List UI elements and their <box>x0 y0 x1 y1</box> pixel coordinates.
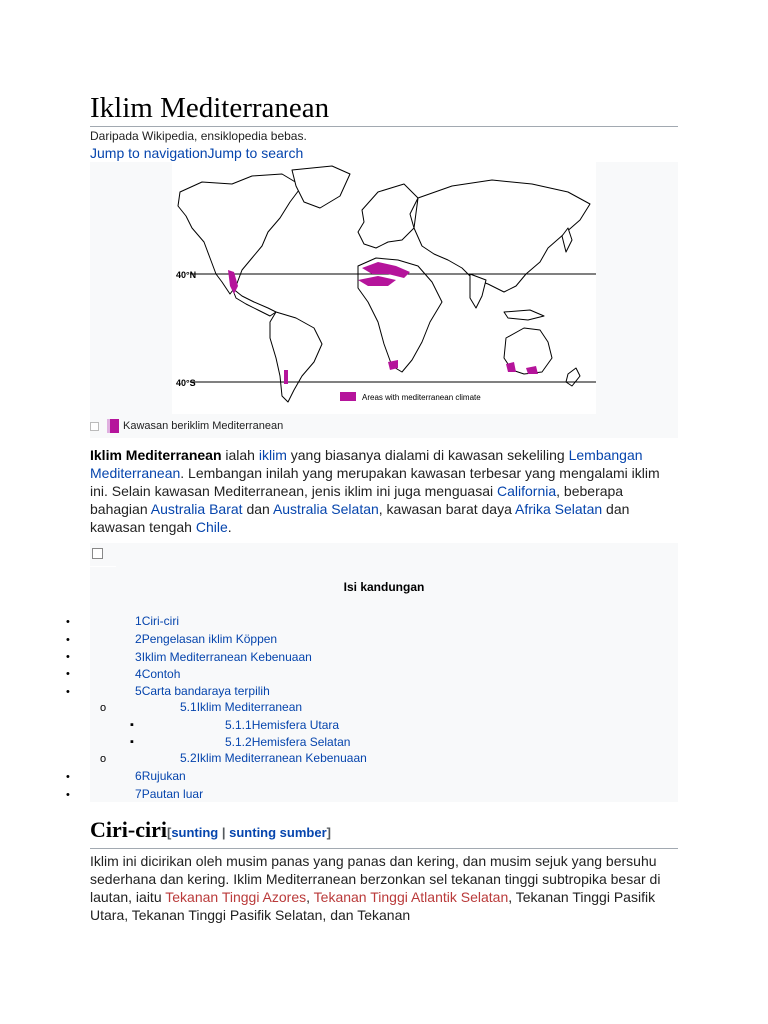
toc-number: 4 <box>135 667 142 681</box>
text-run: , kawasan barat daya <box>378 501 515 517</box>
toc-bullet: • <box>66 634 70 646</box>
toc-label: Rujukan <box>141 769 186 783</box>
section-heading-text: Ciri-ciri <box>90 817 167 842</box>
page-title: Iklim Mediterranean <box>90 92 678 127</box>
jump-to-search-link[interactable]: Jump to search <box>207 145 304 161</box>
edit-source-link[interactable]: sunting sumber <box>229 825 327 840</box>
toc-item-3[interactable] <box>135 650 312 664</box>
toc-label: Ciri-ciri <box>141 614 180 628</box>
figure-caption <box>90 419 283 433</box>
toc-label: Contoh <box>141 667 181 681</box>
caption-color-swatch <box>107 419 119 433</box>
toc-bullet: o <box>100 702 107 714</box>
region-chile <box>284 370 288 384</box>
toc-separator <box>90 566 116 567</box>
toc-item-5-2[interactable] <box>180 751 367 765</box>
link-tekanan-tinggi-atlantik-selatan[interactable]: Tekanan Tinggi Atlantik Selatan <box>313 889 509 905</box>
toc-item-7[interactable] <box>135 787 203 801</box>
toc-label: Carta bandaraya terpilih <box>141 684 270 698</box>
toc-label: Iklim Mediterranean Kebenuaan <box>141 650 312 664</box>
toc-toggle-checkbox[interactable] <box>92 548 103 559</box>
text-run: ialah <box>221 447 259 463</box>
legend-label: Areas with mediterranean climate <box>362 393 481 402</box>
text-run: Iklim ini dicirikan oleh musim panas yang panas dan kering, dan musim sejuk yang bersuhu sederhana dan kering. Iklim Mediterranean berzonkan sel tekanan tinggi subtropika besar di lautan, iaitu <box>90 853 661 905</box>
toc-bullet: • <box>66 789 70 801</box>
toc-item-1[interactable] <box>135 614 179 628</box>
enlarge-icon[interactable] <box>90 422 99 431</box>
toc-item-2[interactable] <box>135 632 277 646</box>
climate-map-figure <box>90 162 678 438</box>
bold-term: Iklim Mediterranean <box>90 447 222 463</box>
toc-item-5[interactable] <box>135 684 270 698</box>
link-california[interactable]: California <box>497 483 557 499</box>
toc-number: 5.1 <box>180 700 197 714</box>
legend-swatch <box>340 392 356 401</box>
world-map-image[interactable] <box>172 162 596 414</box>
section1-paragraph <box>90 852 670 924</box>
toc-bullet: • <box>66 668 70 680</box>
separator: | <box>218 825 230 840</box>
edit-section-links <box>167 825 331 840</box>
toc-item-6[interactable] <box>135 769 186 783</box>
toc-bullet: • <box>66 771 70 783</box>
section-heading-ciri-ciri <box>90 817 678 849</box>
label-40s: 40°S <box>176 378 196 388</box>
caption-text: Kawasan beriklim Mediterranean <box>123 420 284 432</box>
toc-number: 2 <box>135 632 142 646</box>
link-iklim[interactable]: iklim <box>258 447 287 463</box>
toc-number: 3 <box>135 650 142 664</box>
edit-link[interactable]: sunting <box>171 825 219 840</box>
site-tagline: Daripada Wikipedia, ensiklopedia bebas. <box>90 129 307 143</box>
text-run: , Tekanan Tinggi Pasifik Utara, Tekanan Tinggi Pasifik Selatan, dan Tekanan <box>90 889 656 923</box>
toc-bullet: • <box>66 651 70 663</box>
link-afrika-selatan[interactable]: Afrika Selatan <box>514 501 603 517</box>
toc-bullet: • <box>66 616 70 628</box>
toc-number: 5.1.1 <box>225 718 252 732</box>
link-chile[interactable]: Chile <box>195 519 228 535</box>
toc-label: Hemisfera Selatan <box>251 735 351 749</box>
intro-paragraph <box>90 446 670 536</box>
bracket: [ <box>166 825 172 840</box>
toc-bullet: ▪ <box>130 719 134 731</box>
toc-number: 5.1.2 <box>225 735 252 749</box>
toc-bullet: • <box>66 686 70 698</box>
toc-bullet: o <box>100 753 107 765</box>
toc-number: 6 <box>135 769 142 783</box>
jump-links <box>90 145 303 161</box>
bracket: ] <box>326 825 331 840</box>
text-run: dan <box>242 501 273 517</box>
toc-item-5-1-1[interactable] <box>225 718 339 732</box>
toc-number: 1 <box>135 614 142 628</box>
toc-number: 5.2 <box>180 751 197 765</box>
toc-item-5-1-2[interactable] <box>225 735 350 749</box>
label-40n: 40°N <box>176 270 197 280</box>
toc-bullet: ▪ <box>130 736 134 748</box>
toc-number: 5 <box>135 684 142 698</box>
link-australia-selatan[interactable]: Australia Selatan <box>272 501 379 517</box>
toc-label: Iklim Mediterranean <box>196 700 303 714</box>
jump-to-navigation-link[interactable]: Jump to navigation <box>90 145 208 161</box>
link-lembangan-mediterranean[interactable]: Lembangan Mediterranean <box>90 447 643 481</box>
toc-item-4[interactable] <box>135 667 180 681</box>
text-run: , <box>306 889 314 905</box>
link-australia-barat[interactable]: Australia Barat <box>150 501 243 517</box>
toc-label: Pengelasan iklim Köppen <box>141 632 278 646</box>
toc-label: Iklim Mediterranean Kebenuaan <box>196 751 367 765</box>
text-run: . <box>227 519 232 535</box>
text-run: , beberapa bahagian <box>90 483 624 517</box>
link-tekanan-tinggi-azores[interactable]: Tekanan Tinggi Azores <box>165 889 307 905</box>
toc-label: Hemisfera Utara <box>251 718 340 732</box>
text-run: dan kawasan tengah <box>90 501 630 535</box>
toc-title: Isi kandungan <box>343 580 425 594</box>
toc-number: 7 <box>135 787 142 801</box>
text-run: . Lembangan inilah yang merupakan kawasan terbesar yang mengalami iklim ini. Selain kawasan Mediterranean, jenis iklim ini juga menguasai <box>90 465 660 499</box>
toc-item-5-1[interactable] <box>180 700 302 714</box>
text-run: yang biasanya dialami di kawasan sekeliling <box>286 447 569 463</box>
toc-label: Pautan luar <box>141 787 204 801</box>
